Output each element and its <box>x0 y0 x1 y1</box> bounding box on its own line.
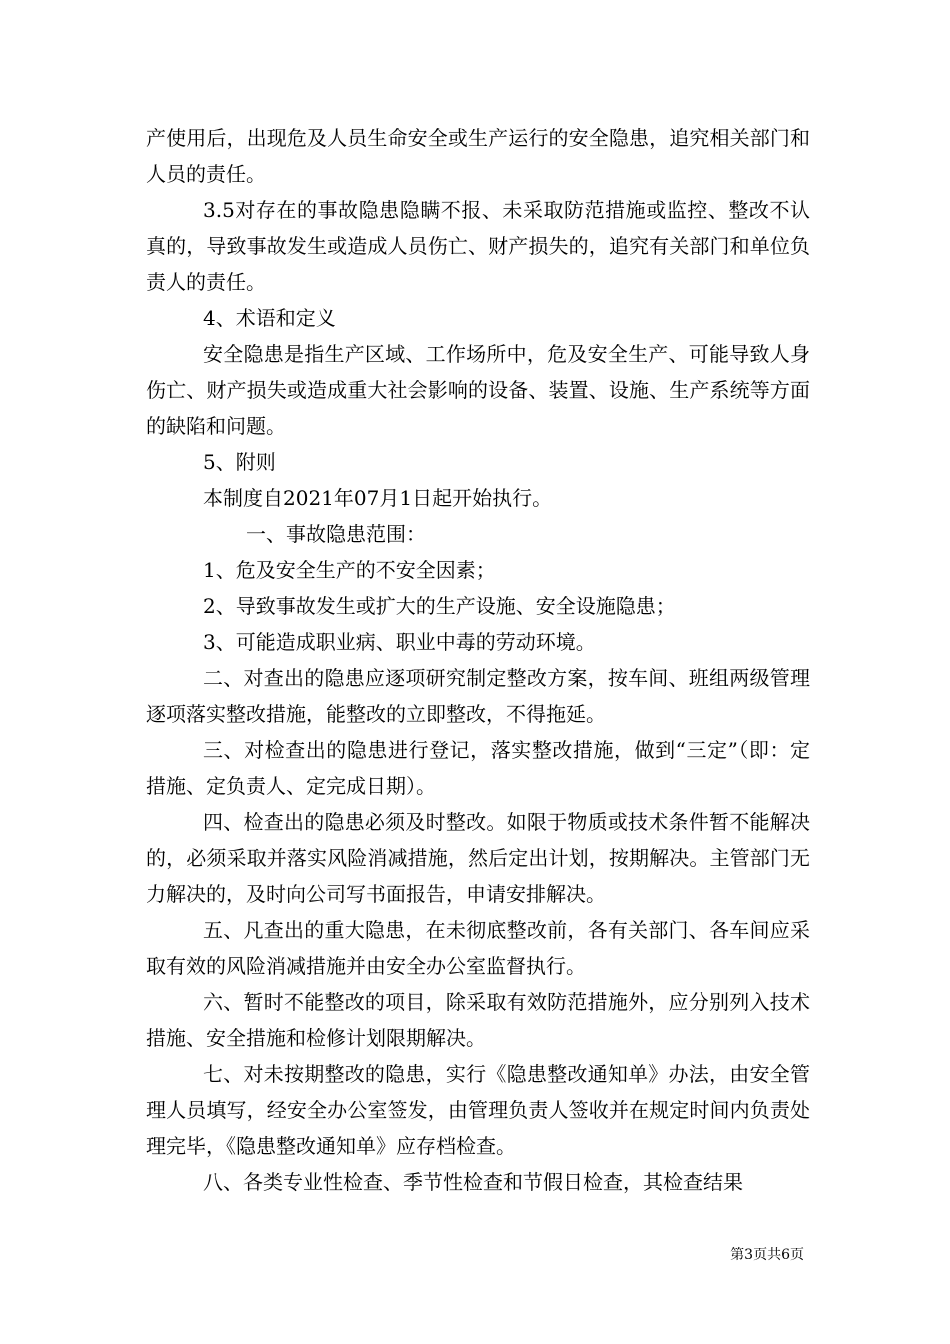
paragraph-item-5: 五、凡查出的重大隐患，在未彻底整改前，各有关部门、各车间应采取有效的风险消减措施并由安全办公室监督执行。 <box>146 918 810 978</box>
section-heading-terms: 4、术语和定义 <box>203 306 336 330</box>
paragraph-1: 产使用后，出现危及人员生命安全或生产运行的安全隐患，追究相关部门和人员的责任。 <box>146 126 810 186</box>
paragraph-item-8: 八、各类专业性检查、季节性检查和节假日检查，其检查结果 <box>203 1170 743 1194</box>
paragraph-effective-date: 本制度自2021年07月1日起开始执行。 <box>203 486 553 510</box>
section-heading-hazard-scope: 一、事故隐患范围： <box>246 522 426 546</box>
paragraph-definition: 安全隐患是指生产区域、工作场所中，危及安全生产、可能导致人身伤亡、财产损失或造成重大社会影响的设备、装置、设施、生产系统等方面的缺陷和问题。 <box>146 342 810 438</box>
list-item-2: 2、导致事故发生或扩大的生产设施、安全设施隐患； <box>203 594 676 618</box>
paragraph-item-4: 四、检查出的隐患必须及时整改。如限于物质或技术条件暂不能解决的，必须采取并落实风险消减措施，然后定出计划，按期解决。主管部门无力解决的，及时向公司写书面报告，申请安排解决。 <box>146 810 810 906</box>
paragraph-item-2: 二、对查出的隐患应逐项研究制定整改方案，按车间、班组两级管理逐项落实整改措施，能整改的立即整改，不得拖延。 <box>146 666 810 726</box>
page-number: 第3页共6页 <box>730 1247 804 1263</box>
paragraph-item-6: 六、暂时不能整改的项目，除采取有效防范措施外，应分别列入技术措施、安全措施和检修计划限期解决。 <box>146 990 810 1050</box>
paragraph-item-7: 七、对未按期整改的隐患，实行《隐患整改通知单》办法，由安全管理人员填写，经安全办公室签发，由管理负责人签收并在规定时间内负责处理完毕，《隐患整改通知单》应存档检查。 <box>146 1062 810 1158</box>
paragraph-2: 3.5对存在的事故隐患隐瞒不报、未采取防范措施或监控、整改不认真的，导致事故发生或造成人员伤亡、财产损失的，追究有关部门和单位负责人的责任。 <box>146 198 810 294</box>
paragraph-item-3: 三、对检查出的隐患进行登记，落实整改措施，做到“三定”（即：定措施、定负责人、定完成日期）。 <box>146 738 810 798</box>
document-body <box>146 120 810 1200</box>
section-heading-supplementary: 5、附则 <box>203 450 276 474</box>
list-item-3: 3、可能造成职业病、职业中毒的劳动环境。 <box>203 630 596 654</box>
list-item-1: 1、危及安全生产的不安全因素； <box>203 558 496 582</box>
